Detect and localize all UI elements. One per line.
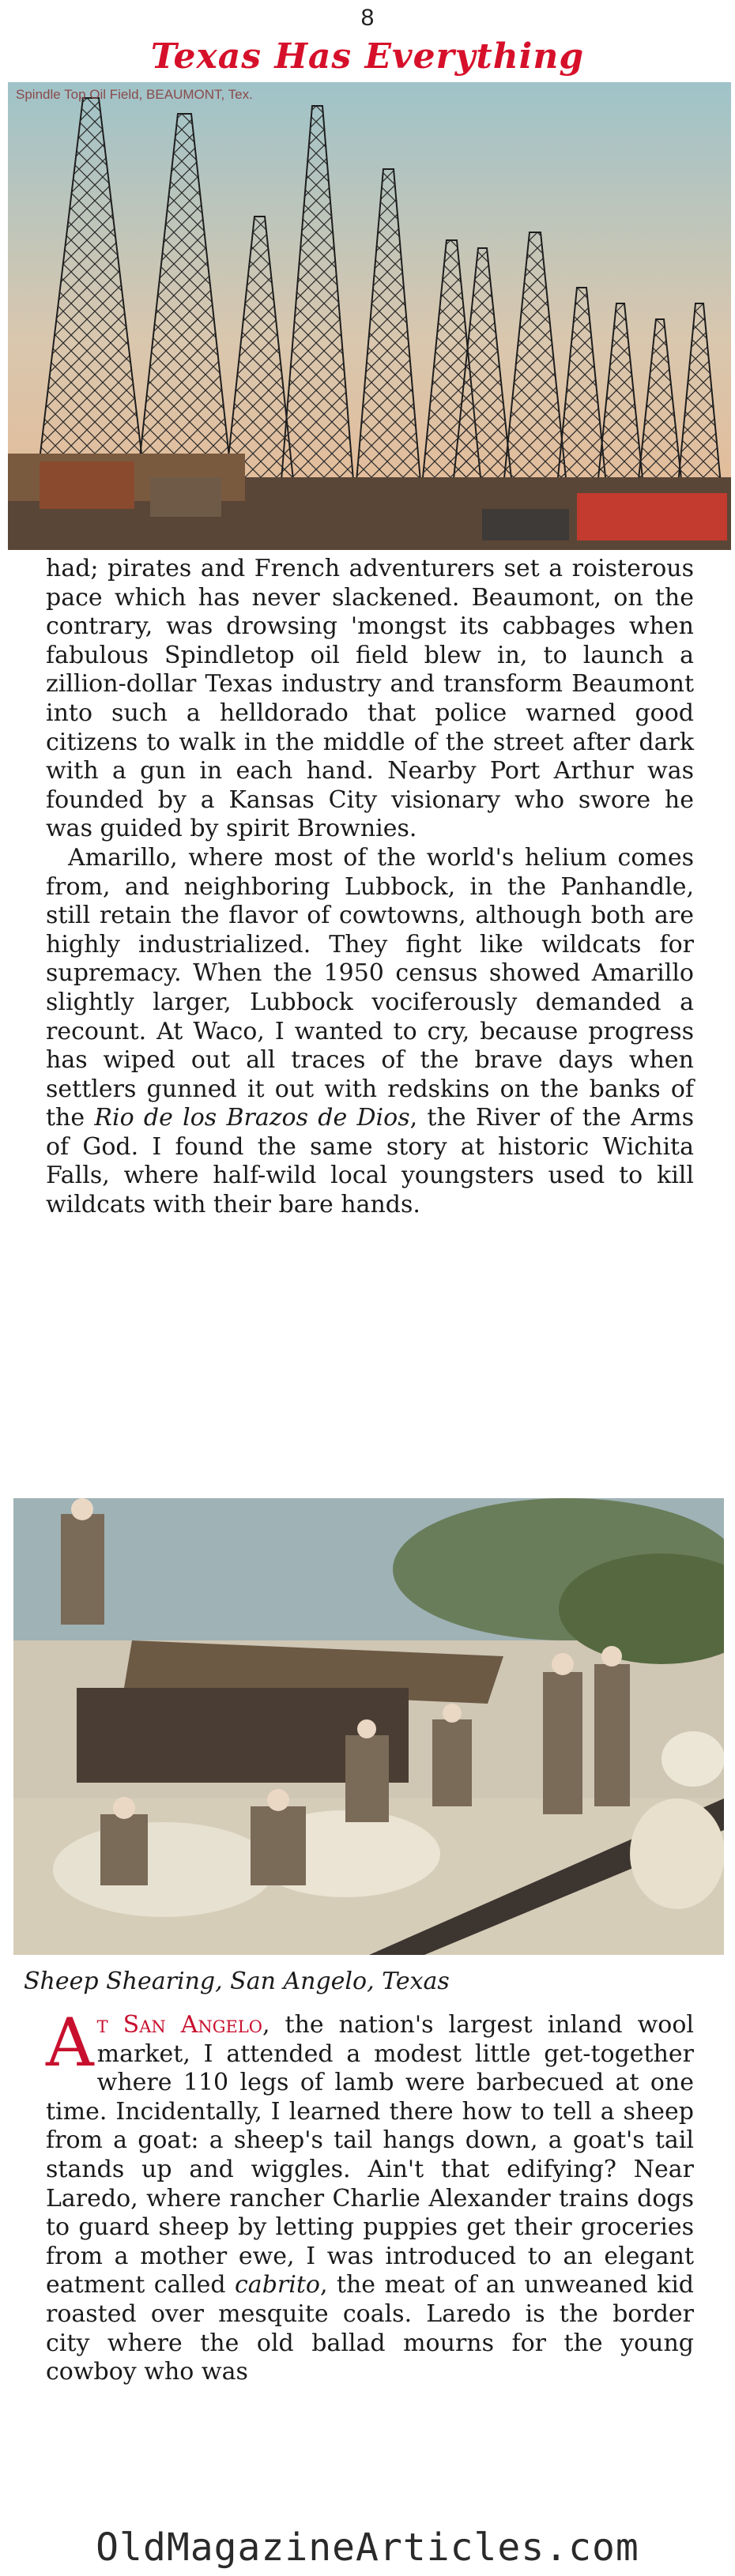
page-title: Texas Has Everything xyxy=(150,36,585,77)
oil-field-photo-caption: Spindle Top Oil Field, BEAUMONT, Tex. xyxy=(16,87,253,102)
paragraph-3-text-a: , the nation's largest inland wool market, I attended a modest little get-together where 110 legs of lamb were barbecued at one time. Incidentally, I learned there how to tell a sheep from a goat: a sheep's tail hangs down, a goat's tail stands up and wiggles. Ain't that edifying? Near Laredo, where rancher Charlie Alexander trains dogs to guard sheep by letting puppies get their groceries from a mother ewe, I was introduced to an elegant eatment called xyxy=(46,2011,694,2299)
article-paragraph-1: had; pirates and French adventurers set a roisterous pace which has never slackened. Beaumont, on the contrary, was drowsing 'mongst its cabbages when fabulous Spindletop oil field blew in, to launch a zillion-dollar Texas industry and transform Beaumont into such a helldorado that police warned good citizens to walk in the middle of the street after dark with a gun in each hand. Nearby Port Arthur was founded by a Kansas City visionary who swore he was guided by spirit Brownies. xyxy=(46,555,694,843)
sheep-photo-caption: Sheep Shearing, San Angelo, Texas xyxy=(24,1968,450,1995)
drop-cap: A xyxy=(46,2004,94,2081)
paragraph-3-text-b: , the meat of an unweaned kid roasted over mesquite coals. Laredo is the border city where the old ballad mourns for the young cowboy who was xyxy=(46,2271,694,2386)
paragraph-2-italic: Rio de los Brazos de Dios xyxy=(94,1104,410,1132)
article-body-top xyxy=(46,555,694,1220)
oil-field-illustration xyxy=(8,82,731,550)
article-paragraph-2 xyxy=(46,844,694,1220)
paragraph-3-italic: cabrito xyxy=(235,2271,320,2299)
article-body-bottom xyxy=(46,2004,694,2387)
lead-in-smallcaps: t San Angelo xyxy=(96,2011,263,2039)
paragraph-2-text-b: , the River of the Arms of God. I found the same story at historic Wichita Falls, where half-wild local youngsters used to kill wildcats with their bare hands. xyxy=(46,1104,694,1219)
footer-watermark: OldMagazineArticles.com xyxy=(96,2525,639,2570)
page-number: 8 xyxy=(360,5,375,31)
sheep-shearing-photo xyxy=(13,1498,724,1955)
oil-field-photo xyxy=(8,82,731,550)
sheep-shearing-illustration xyxy=(13,1498,724,1955)
article-paragraph-3 xyxy=(46,2004,694,2387)
paragraph-2-text-a: Amarillo, where most of the world's helium comes from, and neighboring Lubbock, in the Panhandle, still retain the flavor of cowtowns, although both are highly industrialized. They fight like wildcats for supremacy. When the 1950 census showed Amarillo slightly larger, Lubbock vociferously demanded a recount. At Waco, I wanted to cry, because progress has wiped out all traces of the brave days when settlers gunned it out with redskins on the banks of the xyxy=(46,843,694,1132)
